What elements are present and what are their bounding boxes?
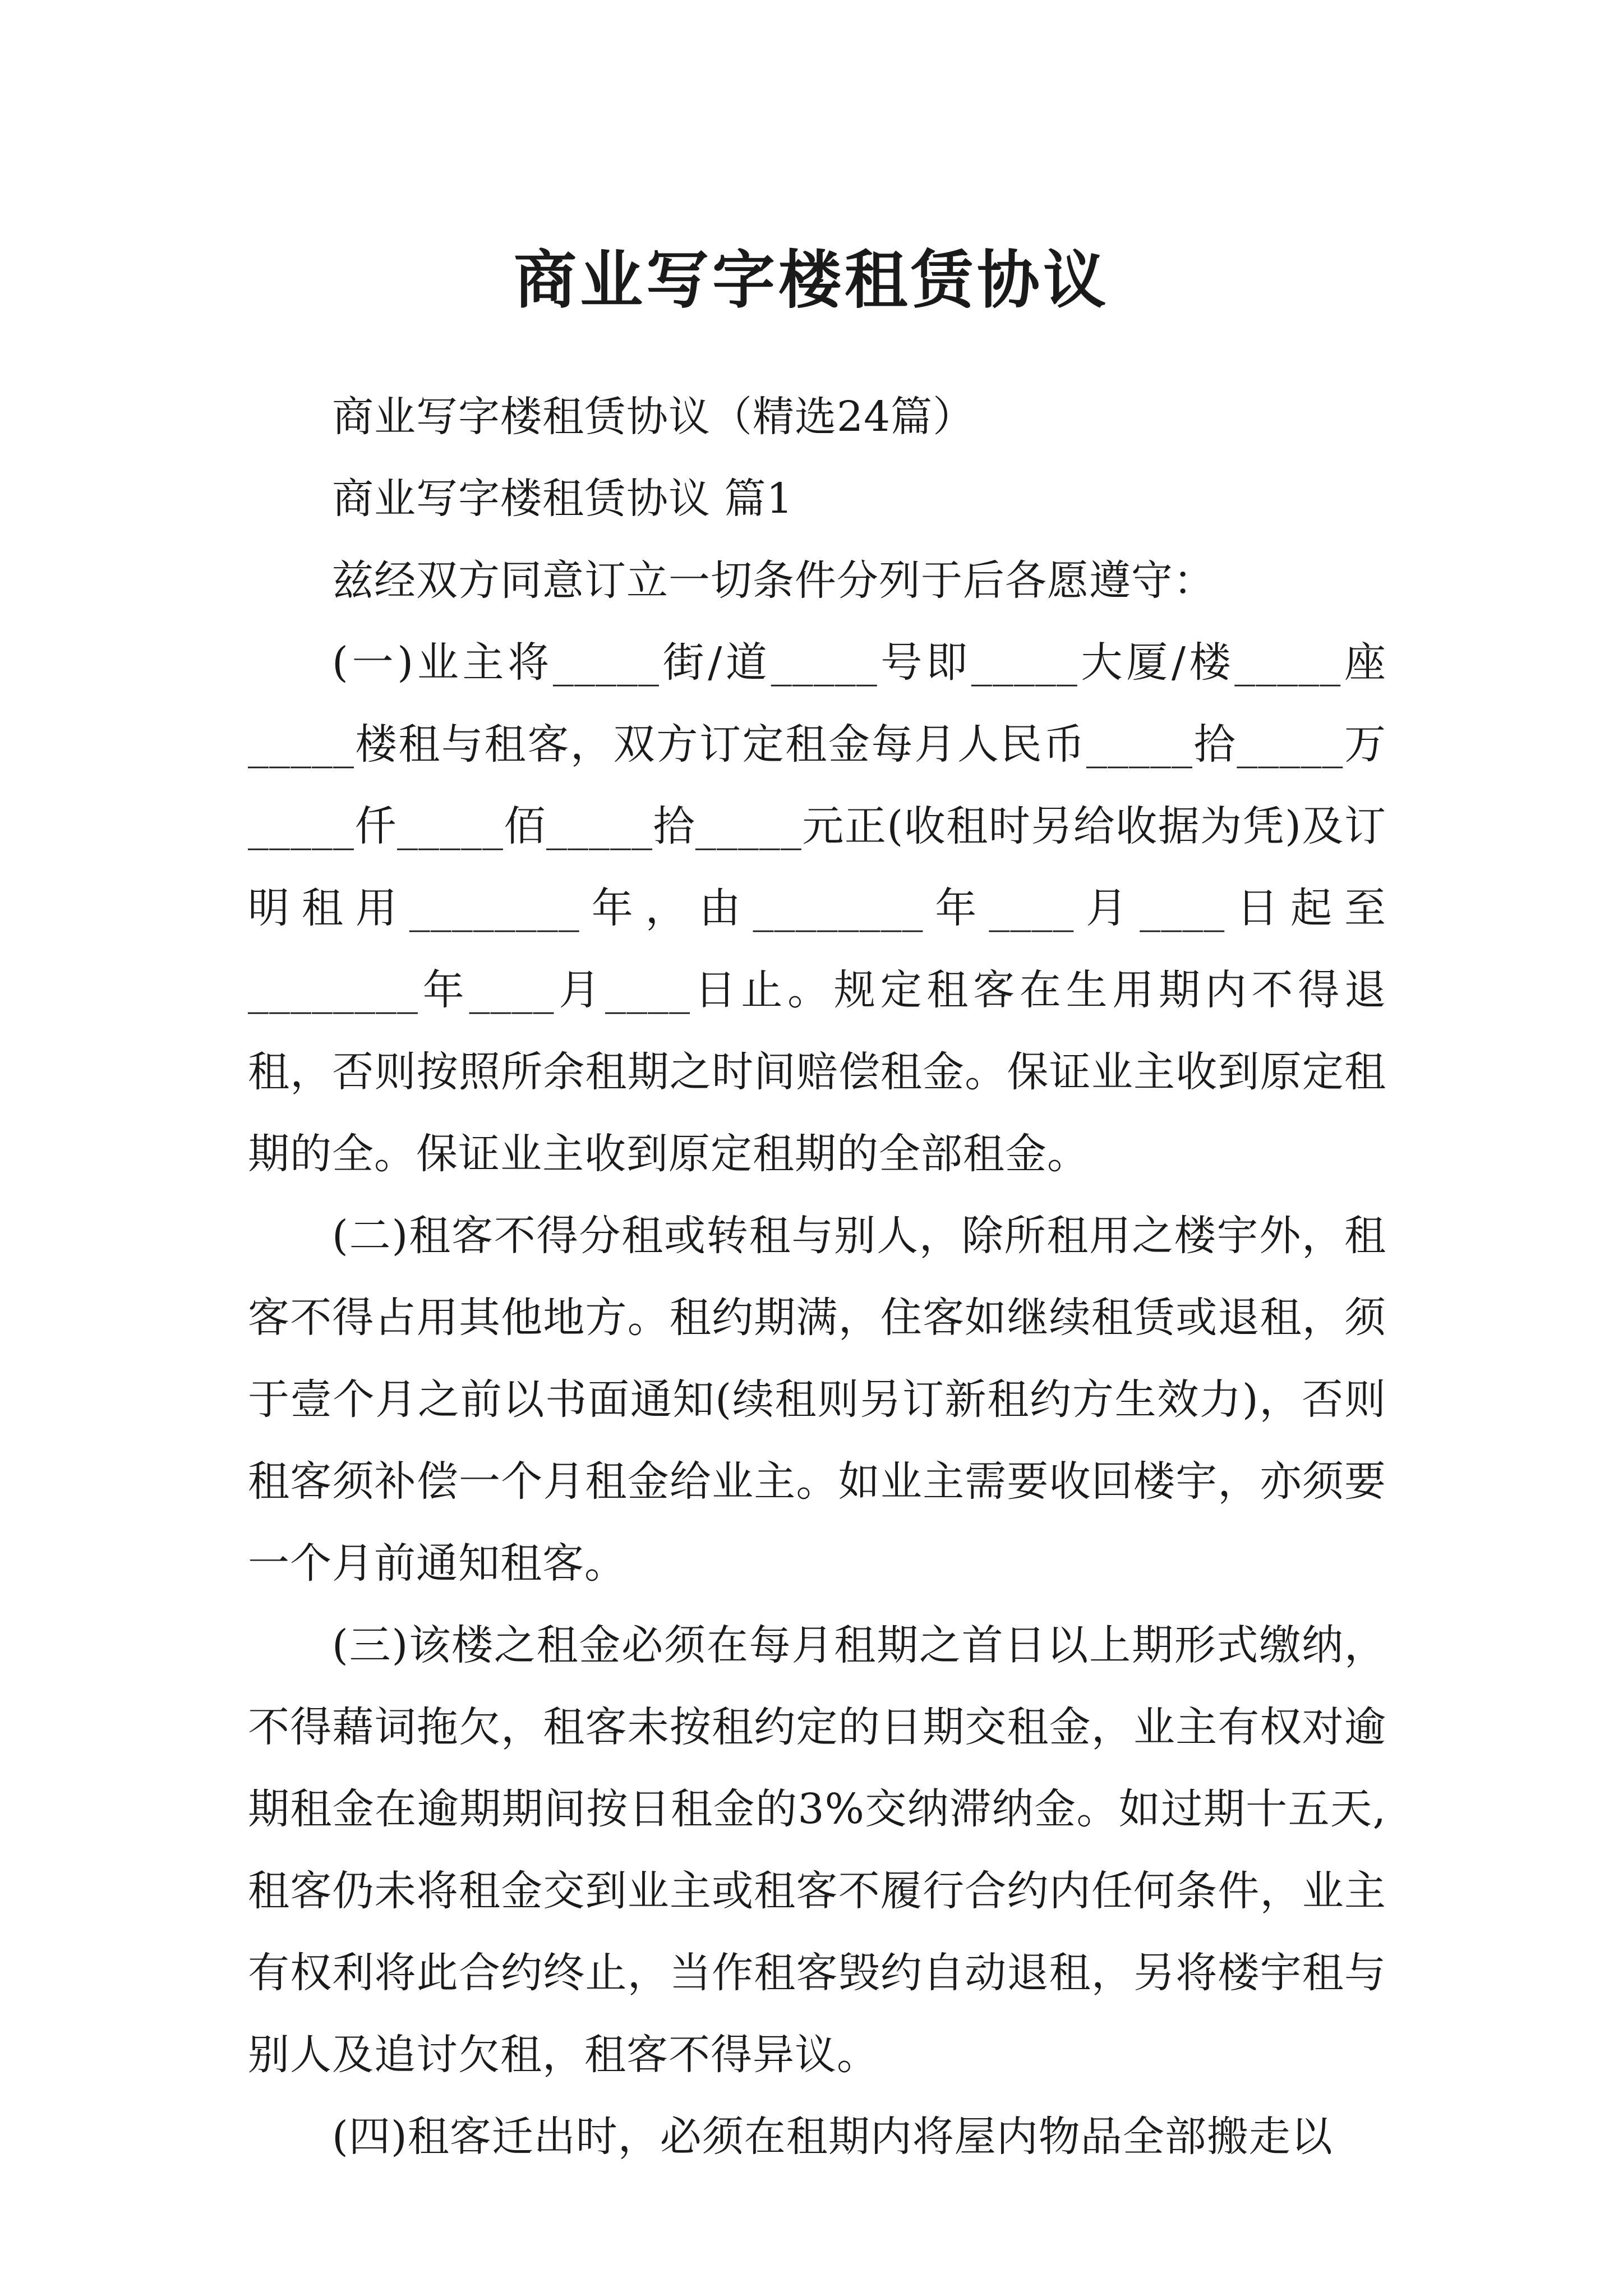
clause-paragraph-4: (四)租客迁出时，必须在租期内将屋内物品全部搬走以 <box>332 2113 1333 2161</box>
clause-paragraph-3: (三)该楼之租金必须在每月租期之首日以上期形式缴纳，不得藉词拖欠，租客未按租约定的日期交租金，业主有权对逾期租金在逾期期间按日租金的3%交纳滞纳金。如过期十五天,租客仍未将租金交到业主或租客不履行合约内任何条件，业主有权利将此合约终止，当作租客毁约自动退租，另将楼宇租与别人及追讨欠租，租客不得异议。 <box>248 1621 1386 2079</box>
clause-paragraph-1: (一)业主将_____街/道_____号即_____大厦/楼_____座_____楼租与租客，双方订定租金每月人民币_____拾_____万_____仟_____佰_____拾_____元正(收租时另给收据为凭)及订明租用________年，由________年____月____日起至________年____月____日止。规定租客在生用期内不得退租，否则按照所余租期之时间赔偿租金。保证业主收到原定租期的全。保证业主收到原定租期的全部租金。 <box>248 638 1386 1178</box>
document-subtitle: 商业写字楼租赁协议（精选24篇） <box>332 393 975 441</box>
section-heading: 商业写字楼租赁协议 篇1 <box>332 475 794 523</box>
document-body <box>248 376 1386 2178</box>
clause-paragraph-2: (二)租客不得分租或转租与别人，除所租用之楼宇外，租客不得占用其他地方。租约期满，住客如继续租赁或退租，须于壹个月之前以书面通知(续租则另订新租约方生效力)，否则租客须补偿一个月租金给业主。如业主需要收回楼宇，亦须要一个月前通知租客。 <box>248 1212 1386 1588</box>
preamble-paragraph: 兹经双方同意订立一切条件分列于后各愿遵守： <box>332 556 1215 605</box>
document-title: 商业写字楼租赁协议 <box>514 243 1109 318</box>
